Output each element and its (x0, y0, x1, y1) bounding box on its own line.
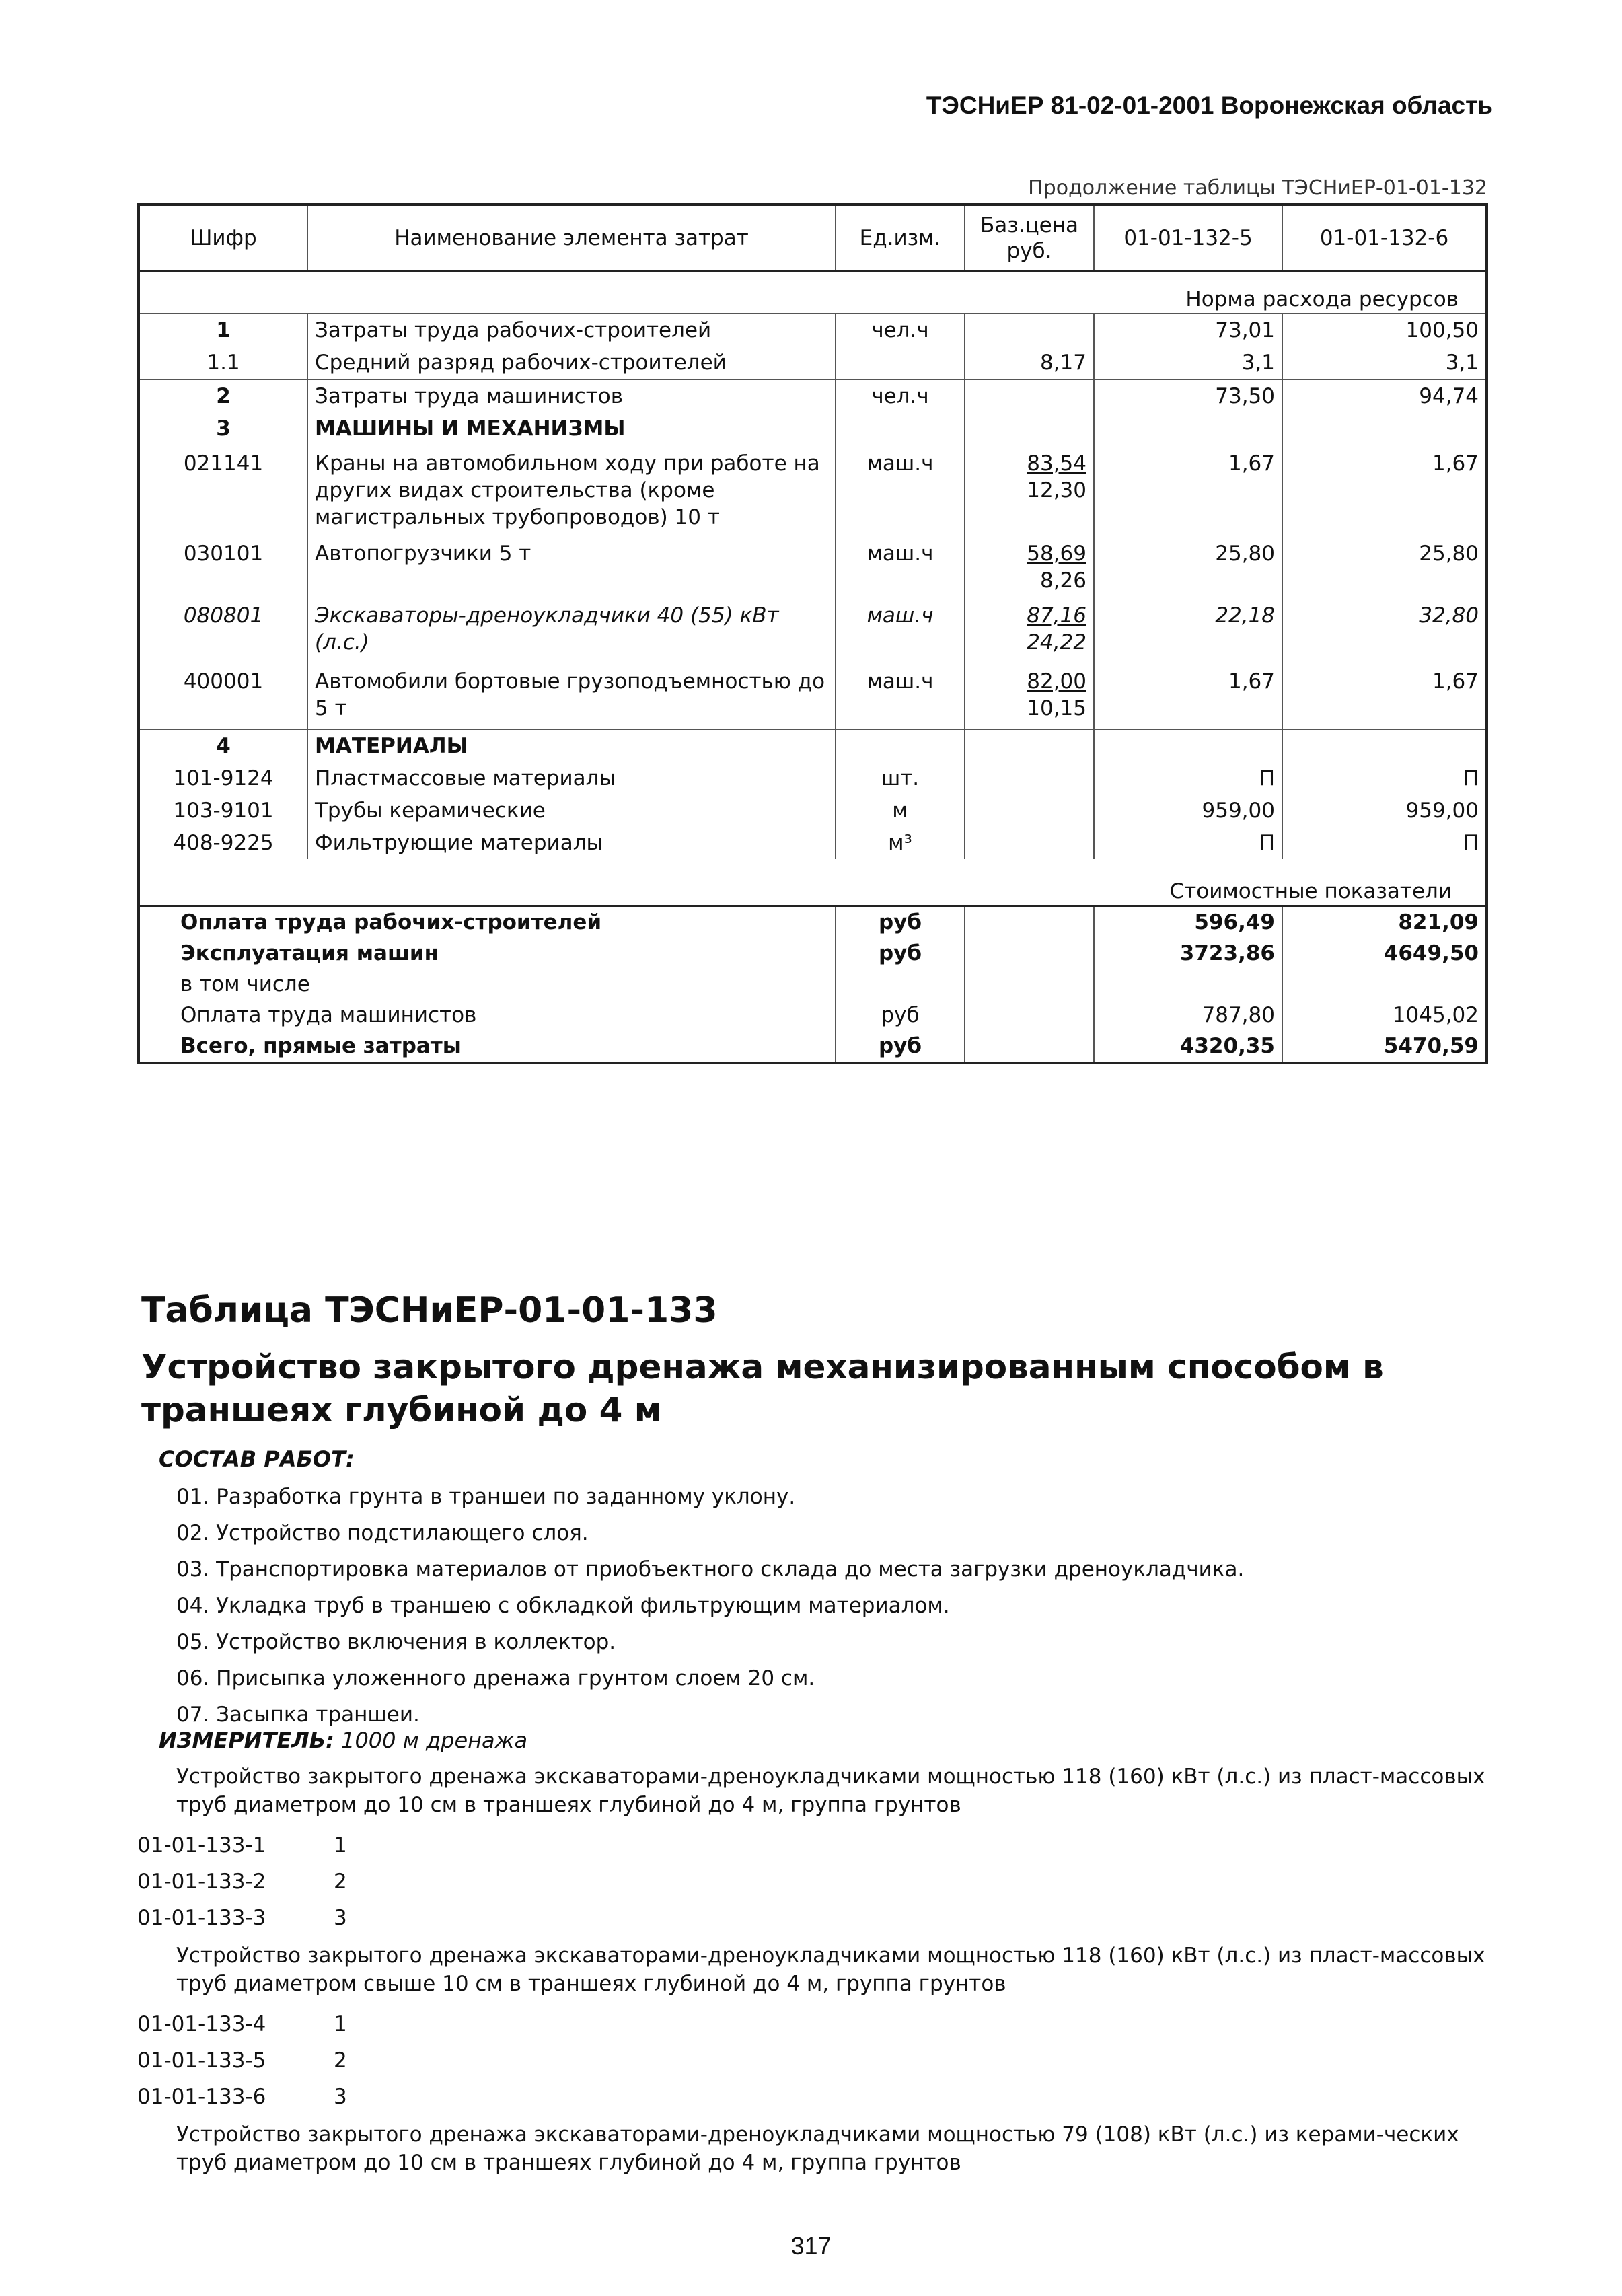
summary-label: Оплата труда рабочих-строителей (139, 906, 836, 938)
group-code-item (137, 1863, 347, 1900)
row-value-2: 959,00 (1405, 799, 1479, 823)
header-name: Наименование элемента затрат (307, 205, 836, 272)
summary-row (139, 969, 1487, 1000)
summary-value-2 (1282, 969, 1487, 1000)
group-code: 01-01-133-6 (137, 2085, 266, 2109)
summary-label: Всего, прямые затраты (139, 1031, 836, 1063)
work-item: 06. Присыпка уложенного дренажа грунтом слоем 20 см. (176, 1666, 815, 1691)
table-row (139, 379, 1487, 412)
row-name: Краны на автомобильном ходу при работе на других видах строительства (кроме магистральных трубопроводов) 10 т (307, 445, 836, 538)
group-code-item (137, 1827, 347, 1863)
summary-value-1: 787,80 (1094, 1000, 1282, 1031)
group-code: 01-01-133-1 (137, 1833, 266, 1857)
row-base-price-top: 82,00 (1027, 669, 1086, 694)
row-value-1: 73,50 (1094, 379, 1282, 412)
group-description: Устройство закрытого дренажа экскаваторами-дреноукладчиками мощностью 79 (108) кВт (л.с.) из керами-ческих труб диаметром до 10 см в траншеях глубиной до 4 м, группа грунтов (176, 2122, 1459, 2175)
group-code-value: 1 (334, 2012, 347, 2036)
group-code-value: 2 (334, 1869, 347, 1894)
row-base-price-bottom: 8,26 (1039, 568, 1086, 593)
page-number: 317 (790, 2232, 832, 2260)
row-value-1: 22,18 (1094, 597, 1282, 663)
table-row (139, 762, 1487, 794)
summary-unit: руб (836, 1000, 965, 1031)
row-unit (836, 412, 965, 445)
summary-value-2: 821,09 (1398, 910, 1479, 934)
row-name: Пластмассовые материалы (307, 762, 836, 794)
group-code-value: 3 (334, 1906, 347, 1930)
table-continuation-label: Продолжение таблицы ТЭСНиЕР-01-01-132 (1028, 176, 1487, 200)
row-value-1: П (1094, 827, 1282, 859)
row-base-price (965, 346, 1094, 379)
work-item: 04. Укладка труб в траншею с обкладкой фильтрующим материалом. (176, 1594, 950, 1618)
works-list (176, 1479, 1244, 1733)
summary-label: в том числе (139, 969, 836, 1000)
row-value-2: 3,1 (1445, 350, 1479, 375)
row-unit: маш.ч (836, 663, 965, 729)
group-code: 01-01-133-3 (137, 1906, 266, 1930)
row-name: МАТЕРИАЛЫ (307, 729, 836, 762)
summary-unit: руб (836, 906, 965, 938)
cost-label: Стоимостные показатели (139, 859, 1487, 906)
work-item: 05. Устройство включения в коллектор. (176, 1630, 616, 1654)
row-name: Средний разряд рабочих-строителей (307, 346, 836, 379)
row-name: Экскаваторы-дреноукладчики 40 (55) кВт (л.с.) (307, 597, 836, 663)
header-base-price-line2: руб. (1006, 239, 1052, 263)
summary-value-2: 5470,59 (1383, 1034, 1479, 1058)
row-value-2: 25,80 (1419, 542, 1479, 566)
table-title: Таблица ТЭСНиЕР-01-01-133 (141, 1290, 718, 1331)
row-unit: чел.ч (836, 313, 965, 346)
table-row (139, 827, 1487, 859)
summary-row (139, 906, 1487, 938)
row-code: 4 (139, 729, 307, 762)
resource-rows (139, 313, 1487, 859)
row-code: 2 (139, 379, 307, 412)
row-code: 1.1 (139, 346, 307, 379)
group-code-item (137, 2006, 347, 2042)
row-name: Трубы керамические (307, 794, 836, 827)
row-value-2: 32,80 (1419, 603, 1479, 628)
section-title: Устройство закрытого дренажа механизированным способом в траншеях глубиной до 4 м (141, 1347, 1384, 1430)
summary-base-empty (965, 969, 1094, 1000)
row-value-2: 1,67 (1432, 451, 1479, 476)
group-codes-list (137, 1827, 347, 1936)
group-code-item (137, 2042, 347, 2079)
row-base-price-bottom: 10,15 (1027, 696, 1086, 720)
row-base-price-bottom: 8,17 (1039, 350, 1086, 375)
row-name: Затраты труда рабочих-строителей (307, 313, 836, 346)
row-value-2: П (1463, 831, 1479, 855)
row-base-price (965, 729, 1094, 762)
group-code-item (137, 2079, 347, 2115)
row-base-price (965, 445, 1094, 538)
summary-row (139, 1000, 1487, 1031)
work-item: 02. Устройство подстилающего слоя. (176, 1521, 589, 1545)
row-unit: маш.ч (836, 445, 965, 538)
row-unit: чел.ч (836, 379, 965, 412)
resource-table (137, 203, 1488, 1064)
table-row (139, 597, 1487, 663)
row-code: 030101 (139, 538, 307, 597)
table-row (139, 412, 1487, 445)
row-code: 1 (139, 313, 307, 346)
row-value-2: П (1463, 766, 1479, 790)
summary-rows (139, 906, 1487, 1064)
row-value-1: 3,1 (1094, 346, 1282, 379)
row-name: Затраты труда машинистов (307, 379, 836, 412)
row-value-1: 73,01 (1094, 313, 1282, 346)
table-row (139, 346, 1487, 379)
summary-unit: руб (836, 1031, 965, 1063)
summary-row (139, 938, 1487, 969)
row-value-1: 25,80 (1094, 538, 1282, 597)
summary-label: Оплата труда машинистов (139, 1000, 836, 1031)
table-row (139, 794, 1487, 827)
row-unit: шт. (836, 762, 965, 794)
row-base-price (965, 762, 1094, 794)
row-base-price-bottom: 24,22 (1027, 630, 1086, 655)
summary-value-2: 1045,02 (1392, 1003, 1479, 1027)
work-item: 01. Разработка грунта в траншеи по заданному уклону. (176, 1485, 796, 1509)
norm-label-row (139, 272, 1487, 314)
group-code-value: 3 (334, 2085, 347, 2109)
row-value-1: П (1094, 762, 1282, 794)
header-base-price (965, 205, 1094, 272)
row-unit: м³ (836, 827, 965, 859)
table-row (139, 729, 1487, 762)
summary-value-1: 4320,35 (1094, 1031, 1282, 1063)
row-value-1: 1,67 (1094, 445, 1282, 538)
row-base-price (965, 538, 1094, 597)
meter-label: ИЗМЕРИТЕЛЬ: (159, 1728, 334, 1753)
group-description: Устройство закрытого дренажа экскаваторами-дреноукладчиками мощностью 118 (160) кВт (л.с.) из пласт-массовых труб диаметром до 10 см в траншеях глубиной до 4 м, группа грунтов (176, 1765, 1485, 1817)
group-code: 01-01-133-2 (137, 1869, 266, 1894)
row-base-price-top: 58,69 (1027, 542, 1086, 566)
group-code-value: 1 (334, 1833, 347, 1857)
group-code-value: 2 (334, 2048, 347, 2073)
group-description: Устройство закрытого дренажа экскаваторами-дреноукладчиками мощностью 118 (160) кВт (л.с.) из пласт-массовых труб диаметром свыше 10 см в траншеях глубиной до 4 м, группа грунтов (176, 1943, 1485, 1996)
row-unit: маш.ч (836, 597, 965, 663)
table-row (139, 663, 1487, 729)
row-code: 408-9225 (139, 827, 307, 859)
composition-label: СОСТАВ РАБОТ: (159, 1446, 355, 1472)
table-row (139, 445, 1487, 538)
summary-value-1: 596,49 (1094, 906, 1282, 938)
row-value-1: 1,67 (1094, 663, 1282, 729)
row-base-price (965, 827, 1094, 859)
work-item: 03. Транспортировка материалов от приобъектного склада до места загрузки дреноукладчика. (176, 1557, 1245, 1582)
row-base-price (965, 663, 1094, 729)
header-col2: 01-01-132-6 (1282, 205, 1487, 272)
work-item: 07. Засыпка траншеи. (176, 1703, 420, 1727)
table-row (139, 538, 1487, 597)
row-name: МАШИНЫ И МЕХАНИЗМЫ (307, 412, 836, 445)
row-value-2: 1,67 (1432, 669, 1479, 694)
cost-label-row (139, 859, 1487, 906)
norm-label: Норма расхода ресурсов (139, 272, 1487, 314)
row-name: Автопогрузчики 5 т (307, 538, 836, 597)
summary-base-empty (965, 1000, 1094, 1031)
row-value-1 (1094, 729, 1282, 762)
row-base-price-top: 87,16 (1027, 603, 1086, 628)
row-base-price (965, 794, 1094, 827)
group-code-item (137, 1900, 347, 1936)
row-name: Фильтрующие материалы (307, 827, 836, 859)
row-code: 103-9101 (139, 794, 307, 827)
group-codes-list (137, 2006, 347, 2115)
group-code: 01-01-133-4 (137, 2012, 266, 2036)
row-name: Автомобили бортовые грузоподъемностью до 5 т (307, 663, 836, 729)
row-value-2 (1282, 729, 1487, 762)
header-code: Шифр (139, 205, 307, 272)
row-unit (836, 729, 965, 762)
row-value-2 (1282, 412, 1487, 445)
row-base-price (965, 313, 1094, 346)
summary-value-1: 3723,86 (1094, 938, 1282, 969)
summary-row (139, 1031, 1487, 1063)
row-unit: маш.ч (836, 538, 965, 597)
meter-value: 1000 м дренажа (341, 1728, 528, 1753)
row-code: 080801 (139, 597, 307, 663)
header-unit: Ед.изм. (836, 205, 965, 272)
summary-base-empty (965, 1031, 1094, 1063)
row-base-price (965, 412, 1094, 445)
row-base-price (965, 379, 1094, 412)
row-base-price-top: 83,54 (1027, 451, 1086, 476)
row-unit (836, 346, 965, 379)
group-code: 01-01-133-5 (137, 2048, 266, 2073)
summary-value-1 (1094, 969, 1282, 1000)
table-row (139, 313, 1487, 346)
header-base-price-line1: Баз.цена (980, 213, 1079, 237)
summary-unit: руб (836, 938, 965, 969)
summary-label: Эксплуатация машин (139, 938, 836, 969)
summary-unit (836, 969, 965, 1000)
row-base-price (965, 597, 1094, 663)
table-header-row (139, 205, 1487, 272)
row-code: 101-9124 (139, 762, 307, 794)
row-base-price-bottom: 12,30 (1027, 478, 1086, 503)
row-value-1: 959,00 (1094, 794, 1282, 827)
row-code: 3 (139, 412, 307, 445)
document-header: ТЭСНиЕР 81-02-01-2001 Воронежская область (926, 91, 1493, 119)
row-unit: м (836, 794, 965, 827)
summary-base-empty (965, 938, 1094, 969)
summary-base-empty (965, 906, 1094, 938)
summary-value-2: 4649,50 (1383, 941, 1479, 965)
row-value-2: 100,50 (1405, 318, 1479, 342)
header-col1: 01-01-132-5 (1094, 205, 1282, 272)
row-code: 021141 (139, 445, 307, 538)
row-code: 400001 (139, 663, 307, 729)
row-value-1 (1094, 412, 1282, 445)
meter-line (159, 1728, 527, 1753)
row-value-2: 94,74 (1282, 379, 1487, 412)
